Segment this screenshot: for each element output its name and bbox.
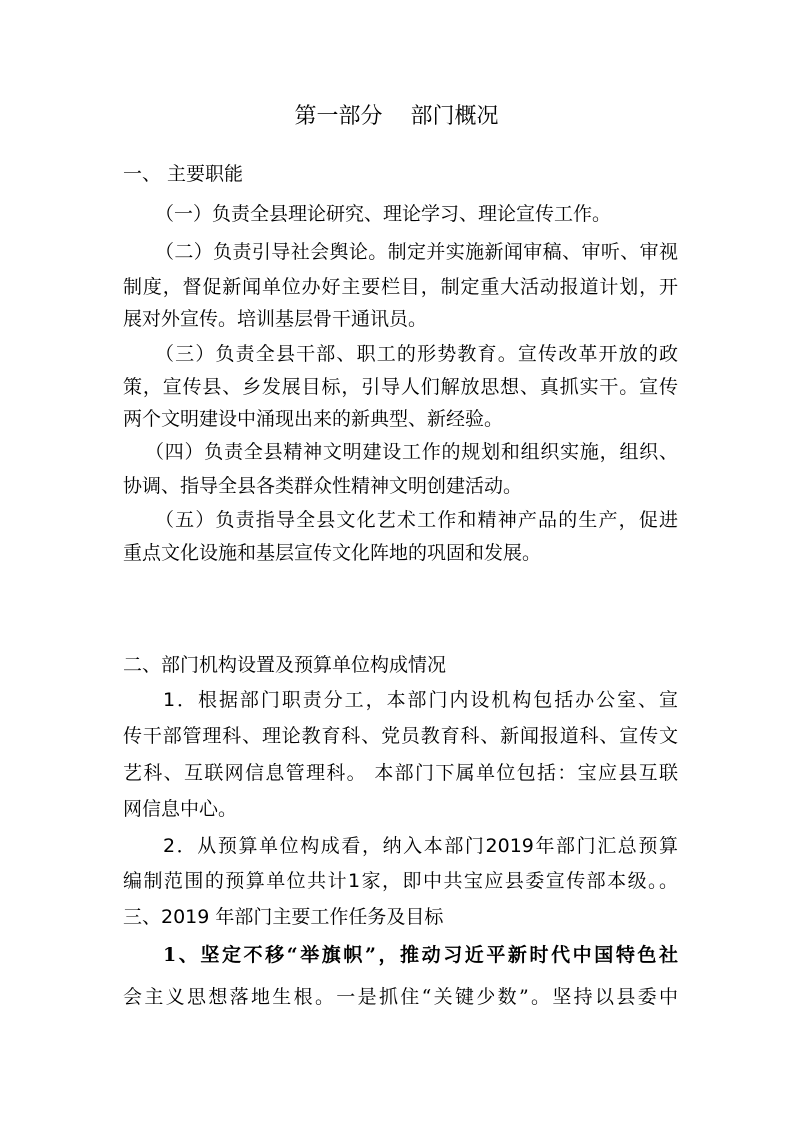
paragraph-line: 协调、指导全县各类群众性精神文明创建活动。 bbox=[123, 475, 523, 497]
paragraph-line: 制度，督促新闻单位办好主要栏目，制定重大活动报道计划，开 bbox=[123, 276, 678, 298]
paragraph-line: 编制范围的预算单位共计1家，即中共宝应县委宣传部本级。。 bbox=[123, 870, 678, 892]
paragraph-line: （三）负责全县干部、职工的形势教育。宣传改革开放的政 bbox=[155, 343, 678, 365]
paragraph-line: （二）负责引导社会舆论。制定并实施新闻审稿、审听、审视 bbox=[155, 241, 678, 263]
page-title: 第一部分 部门概况 bbox=[294, 104, 499, 129]
paragraph-line: 2．从预算单位构成看，纳入本部门2019年部门汇总预算 bbox=[163, 835, 678, 857]
paragraph-line: 策，宣传县、乡发展目标，引导人们解放思想、真抓实干。宣传 bbox=[123, 376, 678, 398]
paragraph-line: 1．根据部门职责分工，本部门内设机构包括办公室、宣 bbox=[163, 689, 678, 711]
section-heading-organization: 二、部门机构设置及预算单位构成情况 bbox=[123, 654, 447, 676]
paragraph-line: 会主义思想落地生根。一是抓住“关键少数”。坚持以县委中 bbox=[123, 986, 678, 1008]
paragraph-line: （五）负责指导全县文化艺术工作和精神产品的生产，促进 bbox=[155, 509, 678, 531]
paragraph-line: 网信息中心。 bbox=[123, 798, 238, 820]
paragraph-line: （四）负责全县精神文明建设工作的规划和组织实施，组织、 bbox=[145, 441, 678, 463]
section-heading-main-functions: 一、 主要职能 bbox=[123, 163, 244, 185]
paragraph-line: （一）负责全县理论研究、理论学习、理论宣传工作。 bbox=[155, 203, 612, 225]
paragraph-line: 传干部管理科、理论教育科、党员教育科、新闻报道科、宣传文 bbox=[123, 725, 678, 747]
paragraph-line: 展对外宣传。培训基层骨干通讯员。 bbox=[123, 308, 428, 330]
paragraph-line: 两个文明建设中涌现出来的新典型、新经验。 bbox=[123, 408, 504, 430]
paragraph-line: 艺科、互联网信息管理科。 本部门下属单位包括：宝应县互联 bbox=[123, 762, 678, 784]
paragraph-line: 重点文化设施和基层宣传文化阵地的巩固和发展。 bbox=[123, 542, 542, 564]
section-heading-tasks: 三、2019 年部门主要工作任务及目标 bbox=[123, 906, 444, 928]
paragraph-line: 1、坚定不移“举旗帜”，推动习近平新时代中国特色社 bbox=[163, 944, 678, 966]
